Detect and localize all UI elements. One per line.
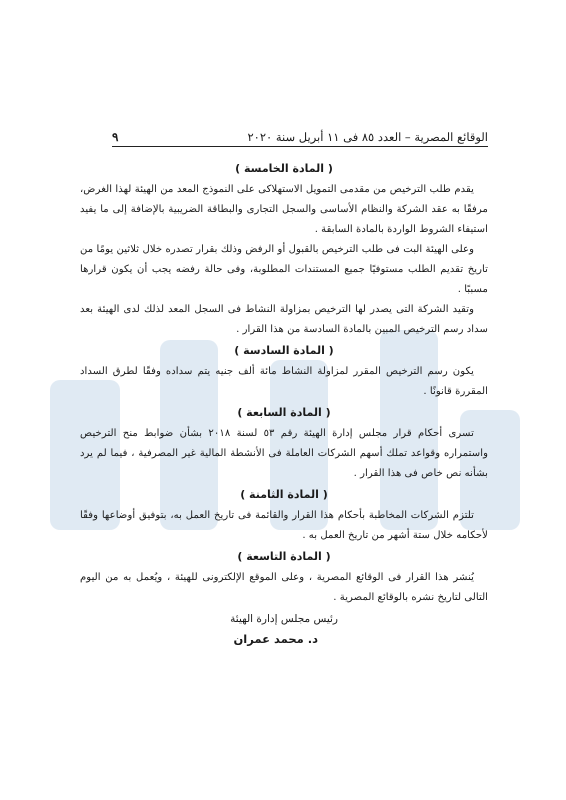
paragraph: وعلى الهيئة البت فى طلب الترخيص بالقبول أو الرفض وذلك بقرار تصدره خلال ثلاثين يومًا من تاريخ تقديم الطلب مستوفيًا جميع المستندات المطلوبة، وفى حالة رفضه يجب أن يكون قرارها مسببًا . xyxy=(80,244,488,295)
paragraph: يُنشر هذا القرار فى الوقائع المصرية ، وعلى الموقع الإلكترونى للهيئة ، ويُعمل به من اليوم التالى لتاريخ نشره بالوقائع المصرية . xyxy=(80,572,488,603)
paragraph: يقدم طلب الترخيص من مقدمى التمويل الاستهلاكى على النموذج المعد من الهيئة لهذا الغرض، مرفقًا به عقد الشركة والنظام الأساسى والسجل التجارى والبطاقة الضريبية بالإضافة إلى ما يفيد استيفاء الشروط الواردة بالمادة السابقة . xyxy=(80,184,488,235)
paragraph: يكون رسم الترخيص المقرر لمزاولة النشاط مائة ألف جنيه يتم سداده وفقًا لطرق السداد المقررة قانونًا . xyxy=(80,366,488,397)
paragraph: تسرى أحكام قرار مجلس إدارة الهيئة رقم ٥٣ لسنة ٢٠١٨ بشأن ضوابط منح الترخيص واستمراره وقواعد تملك أسهم الشركات العاملة فى الأنشطة المالية غير المصرفية ، فيما لم يرد بشأنه نص خاص فى هذا القرار . xyxy=(80,428,488,479)
paragraph: تلتزم الشركات المخاطبة بأحكام هذا القرار والقائمة فى تاريخ العمل به، بتوفيق أوضاعها وفقًا لأحكامه خلال ستة أشهر من تاريخ العمل به . xyxy=(80,510,488,541)
gazette-title: الوقائع المصرية – العدد ٨٥ فى ١١ أبريل سنة ٢٠٢٠ xyxy=(247,130,488,144)
article-heading: ( المادة الثامنة ) xyxy=(240,488,328,501)
page-header xyxy=(112,122,488,147)
article-heading: ( المادة الخامسة ) xyxy=(235,162,333,175)
signature-role: رئيس مجلس إدارة الهيئة xyxy=(230,613,338,625)
article-heading: ( المادة التاسعة ) xyxy=(237,550,331,563)
signature-name: د. محمد عمران xyxy=(233,632,318,646)
page-number: ٩ xyxy=(112,130,119,144)
paragraph: وتقيد الشركة التى يصدر لها الترخيص بمزاولة النشاط فى السجل المعد لذلك لدى الهيئة بعد سداد رسم الترخيص المبين بالمادة السادسة من هذا القرار . xyxy=(80,304,488,335)
article-heading: ( المادة السابعة ) xyxy=(237,406,331,419)
article-heading: ( المادة السادسة ) xyxy=(234,344,334,357)
document-body xyxy=(80,158,488,650)
signature-block xyxy=(80,610,488,650)
